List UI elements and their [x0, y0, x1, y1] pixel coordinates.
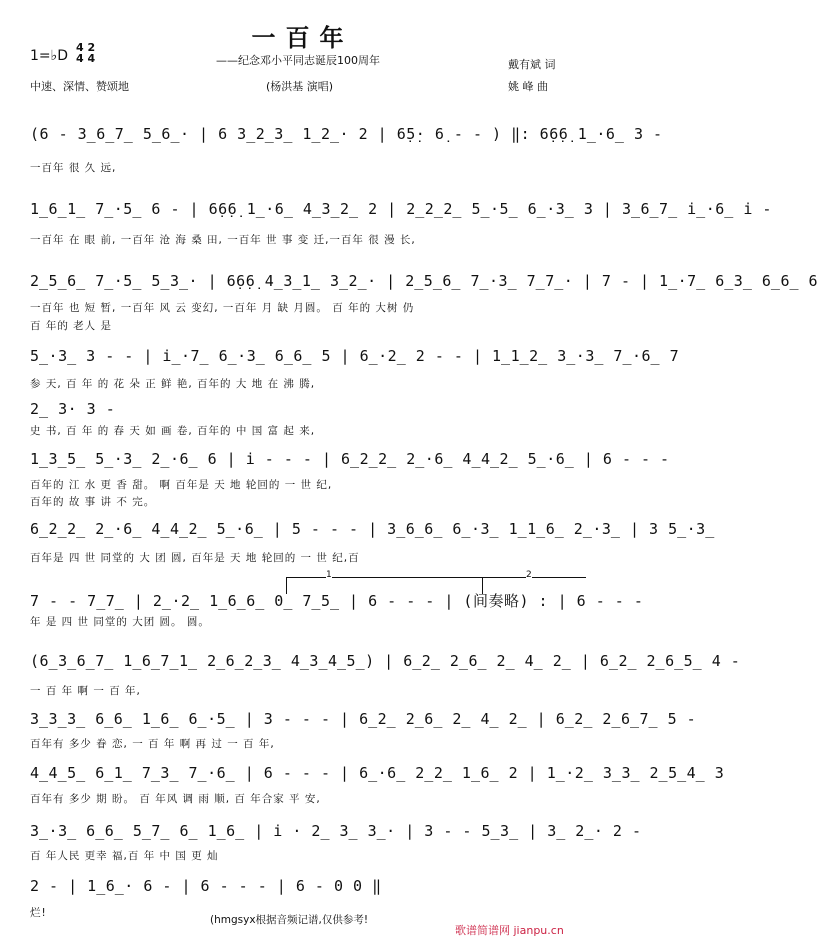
meter-bottom: 4 4 [76, 52, 96, 65]
notation-row: 3̲3̲3̲ 6̲6̲ 1̲6̲ 6̲·5̲ | 3 - - - | 6̲2̲ 2̲6̲ 2̲ 4̲ 2̲ | 6̲2̲ 2̲6̲7̲ 5 - [30, 710, 697, 728]
notation-row: 1̲6̲1̲ 7̲·5̲ 6 - | 6̣6̣6̣ 1̲·6̲ 4̲3̲2̲ 2 | 2̲2̲2̲ 5̲·5̲ 6̲·3̲ 3 | 3̲6̲7̲ i̲·6̲ i - [30, 200, 772, 218]
meter-top: 4 2 [76, 41, 96, 54]
lyric-row: 百 年人民 更幸 福,百 年 中 国 更 灿 [30, 850, 219, 862]
second-ending-number: 2 [526, 570, 532, 580]
singer-credit: (杨洪基 演唱) [266, 80, 334, 93]
lyric-row: 一百年 也 短 暂, 一百年 风 云 变幻, 一百年 月 缺 月圆。 百 年的 大树 仍 [30, 302, 415, 314]
notation-row: 4̲4̲5̲ 6̲1̲ 7̲3̲ 7̲·6̲ | 6 - - - | 6̲·6̲ 2̲2̲ 1̲6̲ 2 | 1̲·2̲ 3̲3̲ 2̲5̲4̲ 3 [30, 764, 725, 782]
notation-row: 6̲2̲2̲ 2̲·6̲ 4̲4̲2̲ 5̲·6̲ | 5 - - - | 3̲6̲6̲ 6̲·3̲ 1̲1̲6̲ 2̲·3̲ | 3 5̲·3̲ [30, 520, 715, 538]
lyric-row: 百年的 江 水 更 香 甜。 啊 百年是 天 地 轮回的 一 世 纪, [30, 479, 333, 491]
volta-brackets [286, 570, 586, 590]
lyric-row: 百 年的 老人 是 [30, 320, 113, 332]
notation-row: 5̲·3̲ 3 - - | i̲·7̲ 6̲·3̲ 6̲6̲ 5 | 6̲·2̲ 2 - - | 1̲1̲2̲ 3̲·3̲ 7̲·6̲ 7 [30, 347, 680, 365]
site-watermark: 歌谱简谱网 jianpu.cn [455, 924, 564, 937]
lyric-row: 百年是 四 世 同堂的 大 团 圆, 百年是 天 地 轮回的 一 世 纪,百 [30, 552, 360, 564]
lyric-row: 一 百 年 啊 一 百 年, [30, 685, 141, 697]
notation-row: 2̲ 3· 3 - [30, 400, 116, 418]
notation-row: 1̲3̲5̲ 5̲·3̲ 2̲·6̲ 6 | i - - - | 6̲2̲2̲ 2̲·6̲ 4̲4̲2̲ 5̲·6̲ | 6 - - - [30, 450, 670, 468]
lyric-row: 一百年 在 眼 前, 一百年 沧 海 桑 田, 一百年 世 事 变 迁,一百年 很 漫 长, [30, 234, 416, 246]
lyric-row: 一百年 很 久 远, [30, 162, 117, 174]
notation-row: 2 - | 1̲6̲· 6 - | 6 - - - | 6 - 0 0 ‖ [30, 877, 382, 895]
notation-row: (6̲3̲6̲7̲ 1̲6̲7̲1̲ 2̲6̲2̲3̲ 4̲3̲4̲5̲) | 6̲2̲ 2̲6̲ 2̲ 4̲ 2̲ | 6̲2̲ 2̲6̲5̲ 4 - [30, 652, 741, 670]
notation-row: 7 - - 7̲7̲ | 2̲·2̲ 1̲6̲6̲ 0̲ 7̲5̲ | 6 - - - | (间奏略) : | 6 - - - [30, 592, 644, 610]
composer-credit: 姚 峰 曲 [508, 80, 548, 93]
lyric-row: 百年有 多少 期 盼。 百 年风 调 雨 顺, 百 年合家 平 安, [30, 793, 321, 805]
lyric-row: 烂! [30, 907, 47, 919]
lyric-row: 百年有 多少 眷 恋, 一 百 年 啊 再 过 一 百 年, [30, 738, 275, 750]
lyric-row: 年 是 四 世 同堂的 大团 圆。 圆。 [30, 616, 210, 628]
notation-row: 3̲·3̲ 6̲6̲ 5̲7̲ 6̲ 1̲6̲ | i · 2̲ 3̲ 3̲· | 3 - - 5̲3̲ | 3̲ 2̲· 2 - [30, 822, 642, 840]
lyric-row: 百年的 故 事 讲 不 完。 [30, 496, 156, 508]
transcription-note: (hmgsyx根据音频记谱,仅供参考! [210, 914, 369, 926]
time-signature [76, 42, 95, 64]
song-title: 一百年 [251, 24, 354, 52]
notation-row: 2̲5̲6̲ 7̲·5̲ 5̲3̲· | 6̣6̣6̣ 4̲3̲1̲ 3̲2̲· | 2̲5̲6̲ 7̲·3̲ 7̲7̲· | 7 - | 1̲·7̲ 6̲3̲ 6̲6̲ 6 [30, 272, 818, 290]
key-signature: 1=♭D [30, 48, 69, 64]
lyric-row: 参 天, 百 年 的 花 朵 正 鲜 艳, 百年的 大 地 在 沸 腾, [30, 378, 316, 390]
notation-row: (6 - 3̲6̲7̲ 5̲6̲· | 6 3̲2̲3̲ 1̲2̲· 2 | 6̣5̣· 6̣ - - ) ‖: 6̣6̣6̣ 1̲·6̲ 3 - [30, 125, 663, 143]
tempo-marking: 中速、深情、赞颂地 [30, 80, 129, 93]
first-ending-number: 1 [326, 570, 332, 580]
song-subtitle: ——纪念邓小平同志诞辰100周年 [216, 54, 380, 67]
lyric-row: 史 书, 百 年 的 春 天 如 画 卷, 百年的 中 国 富 起 来, [30, 425, 316, 437]
lyricist-credit: 戴有斌 词 [508, 58, 556, 71]
